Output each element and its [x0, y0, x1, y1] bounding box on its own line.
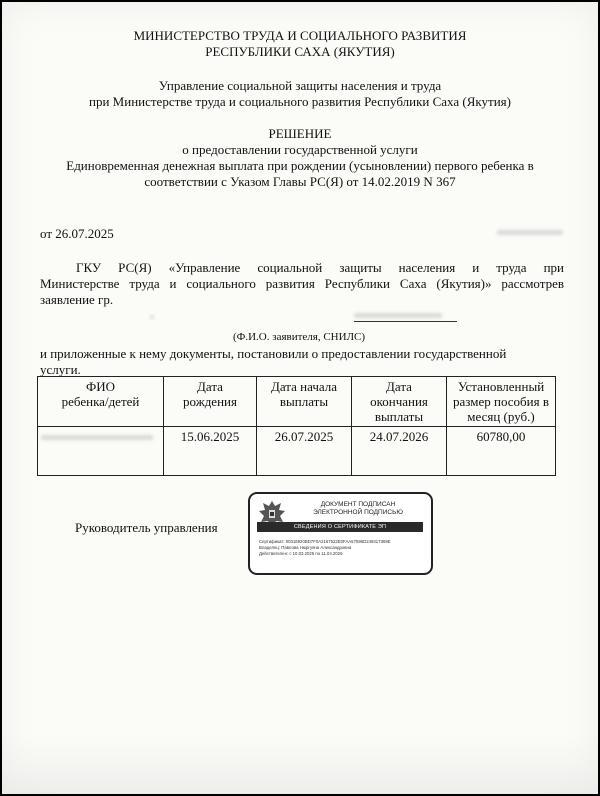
header-text: рождения — [183, 394, 237, 409]
cell-child-name — [38, 427, 164, 476]
body-paragraph-line2: Министерстве труда и социального развития Республики Саха (Якутия)» рассмотрев — [40, 276, 564, 291]
header-payment-start — [257, 377, 352, 427]
cell-monthly-amount: 60780,00 — [447, 427, 556, 476]
stamp-title — [290, 501, 426, 517]
header-text: Дата — [386, 379, 412, 394]
decision-date: от 26.07.2025 — [40, 226, 114, 241]
service-line2: соответствии с Указом Главы РС(Я) от 14.02.2019 N 367 — [144, 174, 456, 189]
cell-birth-date: 15.06.2025 — [164, 427, 257, 476]
header-text: ребенка/детей — [61, 394, 140, 409]
body-paragraph-line1: ГКУ РС(Я) «Управление социальной защиты населения и труда при — [76, 260, 564, 275]
ministry-title-line1: МИНИСТЕРСТВО ТРУДА И СОЦИАЛЬНОГО РАЗВИТИЯ — [133, 28, 467, 43]
header-text: Дата — [197, 379, 223, 394]
documents-line1: и приложенные к нему документы, постановили о предоставлении государственной — [40, 346, 507, 361]
header-payment-end — [352, 377, 447, 427]
header-monthly-amount — [447, 377, 556, 427]
stamp-validity: Действителен: с 10.03.2025 по 11.04.2026 — [259, 551, 343, 556]
service-line1: Единовременная денежная выплата при рождении (усыновлении) первого ребенка в — [66, 158, 534, 173]
redacted-number — [497, 230, 563, 235]
header-text: окончания — [370, 394, 428, 409]
cell-payment-end: 24.07.2026 — [352, 427, 447, 476]
table-header-row — [38, 377, 556, 427]
redacted-applicant — [354, 313, 442, 318]
document-page — [2, 2, 598, 794]
decision-subtitle: о предоставлении государственной услуги — [182, 142, 418, 157]
header-text: Установленный — [457, 379, 545, 394]
signature-role: Руководитель управления — [75, 520, 218, 535]
header-text: месяц (руб.) — [467, 409, 535, 424]
stamp-title-line2: ЭЛЕКТРОННОЙ ПОДПИСЬЮ — [313, 509, 403, 516]
stamp-owner: Владелец: Павлова Нюргуяна Александровна — [259, 545, 352, 550]
redacted-child-name — [41, 435, 153, 440]
department-line2: при Министерстве труда и социального развития Республики Саха (Якутия) — [89, 94, 511, 109]
redacted-mark — [150, 315, 154, 319]
header-child-name — [38, 377, 164, 427]
cell-payment-start: 26.07.2025 — [257, 427, 352, 476]
ministry-title-line2: РЕСПУБЛИКИ САХА (ЯКУТИЯ) — [205, 44, 395, 59]
decision-title: РЕШЕНИЕ — [268, 126, 332, 141]
stamp-cert-info — [259, 539, 391, 557]
header-text: размер пособия в — [453, 394, 549, 409]
stamp-cert-bar: СВЕДЕНИЯ О СЕРТИФИКАТЕ ЭП — [257, 522, 423, 532]
department-line1: Управление социальной защиты населения и труда — [158, 78, 442, 93]
header-text: ФИО — [85, 379, 116, 394]
electronic-signature-stamp — [248, 492, 433, 575]
header-text: Дата начала — [270, 379, 338, 394]
stamp-title-line1: ДОКУМЕНТ ПОДПИСАН — [320, 501, 396, 508]
header-text: выплаты — [279, 394, 329, 409]
applicant-underline — [354, 321, 457, 322]
documents-line2: услуги. — [40, 362, 81, 377]
stamp-cert-number: Сертификат: 00316920BD7F0A2167522E0FAA57596D249317369E — [259, 539, 391, 544]
body-paragraph-line3: заявление гр. — [40, 292, 114, 307]
table-row — [38, 427, 556, 476]
header-text: выплаты — [374, 409, 424, 424]
applicant-caption: (Ф.И.О. заявителя, СНИЛС) — [233, 331, 366, 343]
benefit-table — [37, 376, 556, 476]
header-birth-date — [164, 377, 257, 427]
